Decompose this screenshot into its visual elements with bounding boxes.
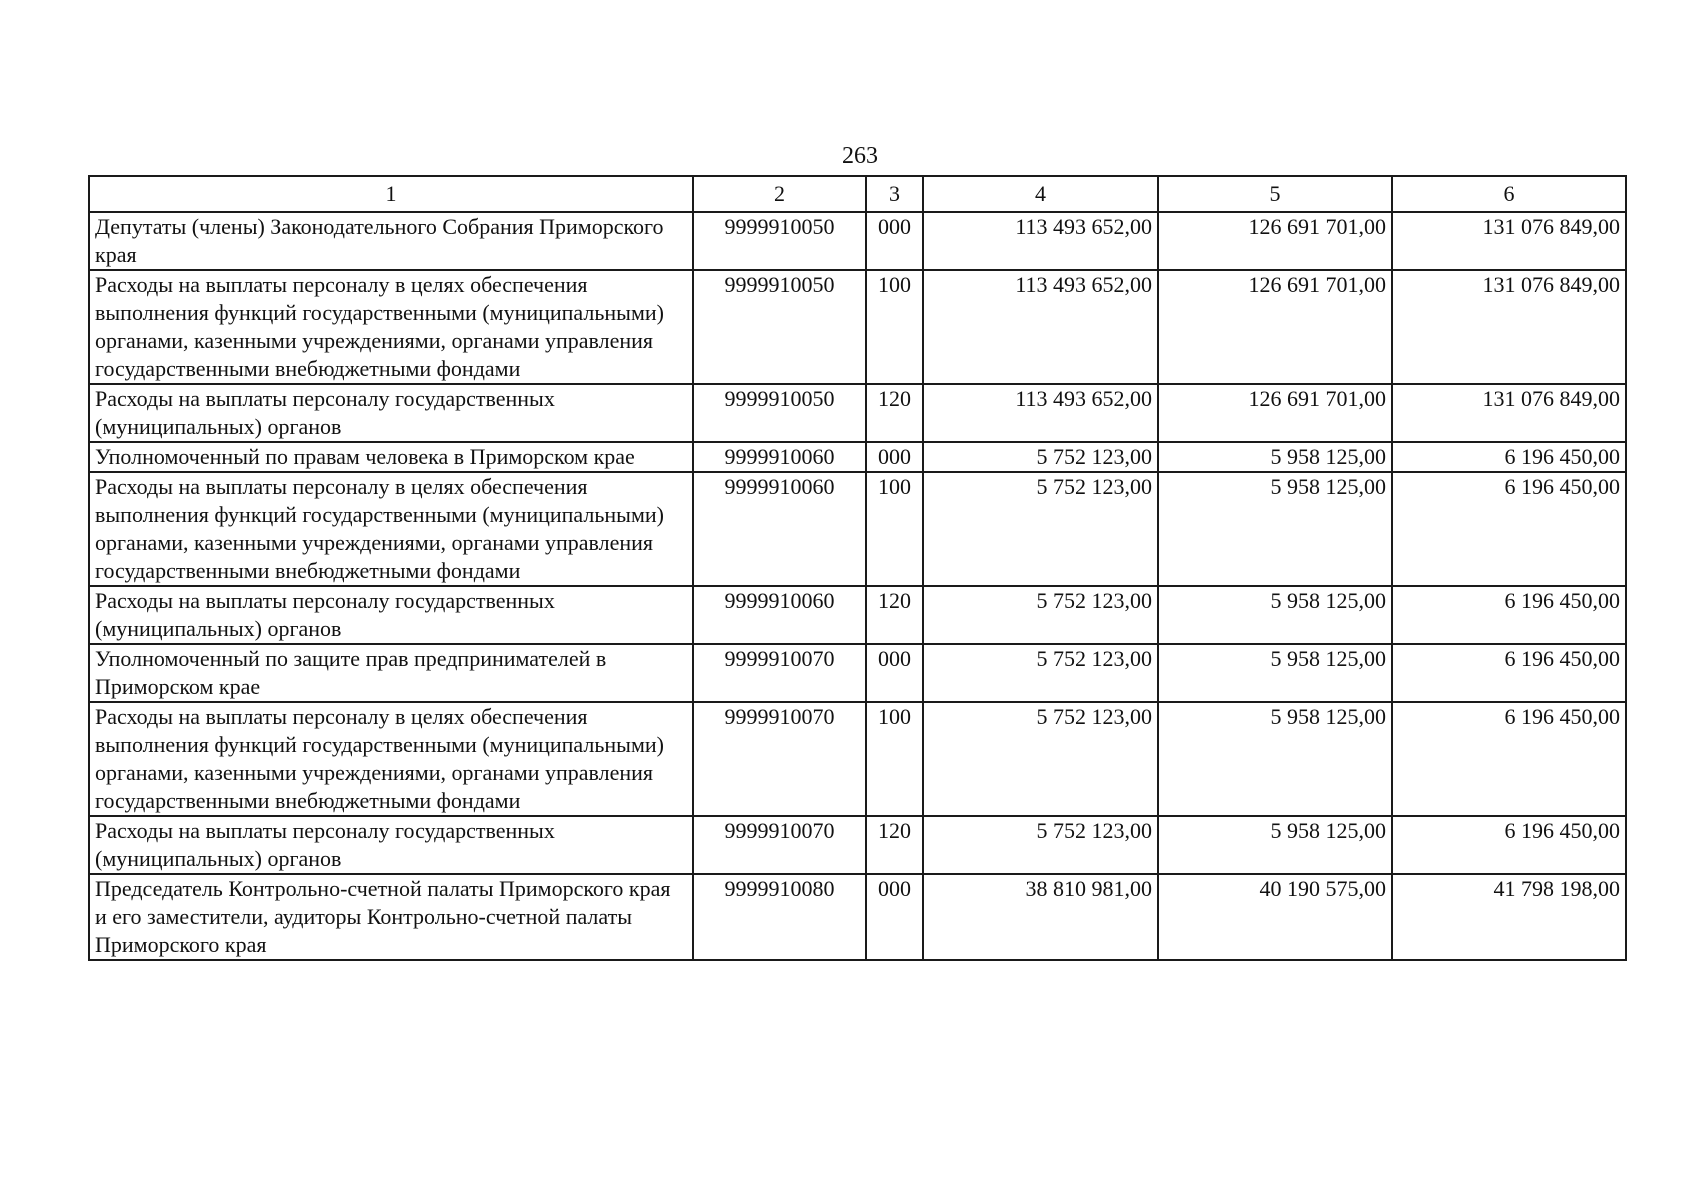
column-header: 3 <box>866 176 923 212</box>
amount-col5: 5 958 125,00 <box>1158 472 1392 586</box>
amount-col6: 6 196 450,00 <box>1392 442 1626 472</box>
column-header: 1 <box>89 176 693 212</box>
column-header: 4 <box>923 176 1158 212</box>
row-name: Расходы на выплаты персоналу государственных (муниципальных) органов <box>89 586 693 644</box>
amount-col5: 5 958 125,00 <box>1158 816 1392 874</box>
row-name: Расходы на выплаты персоналу в целях обеспечения выполнения функций государственными (муниципальными) органами, казенными учреждениями, органами управления государственными внебюджетными фондами <box>89 270 693 384</box>
amount-col4: 113 493 652,00 <box>923 384 1158 442</box>
row-name: Расходы на выплаты персоналу государственных (муниципальных) органов <box>89 816 693 874</box>
amount-col4: 5 752 123,00 <box>923 644 1158 702</box>
row-name: Депутаты (члены) Законодательного Собрания Приморского края <box>89 212 693 270</box>
row-name: Расходы на выплаты персоналу государственных (муниципальных) органов <box>89 384 693 442</box>
amount-col4: 5 752 123,00 <box>923 816 1158 874</box>
table-row <box>89 586 1626 644</box>
target-code: 9999910070 <box>693 644 866 702</box>
column-header: 5 <box>1158 176 1392 212</box>
amount-col4: 5 752 123,00 <box>923 702 1158 816</box>
target-code: 9999910070 <box>693 702 866 816</box>
target-code: 9999910060 <box>693 442 866 472</box>
column-header: 6 <box>1392 176 1626 212</box>
target-code: 9999910070 <box>693 816 866 874</box>
amount-col4: 5 752 123,00 <box>923 586 1158 644</box>
expense-kind: 000 <box>866 874 923 960</box>
page-number: 263 <box>842 143 878 169</box>
expense-kind: 000 <box>866 212 923 270</box>
amount-col5: 5 958 125,00 <box>1158 702 1392 816</box>
table-row <box>89 472 1626 586</box>
expense-kind: 100 <box>866 702 923 816</box>
table-row <box>89 816 1626 874</box>
table-row <box>89 644 1626 702</box>
table-row <box>89 270 1626 384</box>
amount-col6: 6 196 450,00 <box>1392 702 1626 816</box>
amount-col5: 5 958 125,00 <box>1158 586 1392 644</box>
amount-col5: 5 958 125,00 <box>1158 644 1392 702</box>
expense-kind: 120 <box>866 586 923 644</box>
amount-col4: 38 810 981,00 <box>923 874 1158 960</box>
amount-col4: 5 752 123,00 <box>923 442 1158 472</box>
expense-kind: 120 <box>866 384 923 442</box>
amount-col6: 6 196 450,00 <box>1392 586 1626 644</box>
table-row <box>89 874 1626 960</box>
amount-col5: 5 958 125,00 <box>1158 442 1392 472</box>
amount-col6: 41 798 198,00 <box>1392 874 1626 960</box>
expense-kind: 000 <box>866 644 923 702</box>
amount-col6: 131 076 849,00 <box>1392 212 1626 270</box>
row-name: Председатель Контрольно-счетной палаты Приморского края и его заместители, аудиторы Контрольно-счетной палаты Приморского края <box>89 874 693 960</box>
amount-col5: 126 691 701,00 <box>1158 384 1392 442</box>
amount-col6: 6 196 450,00 <box>1392 472 1626 586</box>
target-code: 9999910060 <box>693 586 866 644</box>
amount-col5: 126 691 701,00 <box>1158 212 1392 270</box>
amount-col5: 40 190 575,00 <box>1158 874 1392 960</box>
expense-kind: 120 <box>866 816 923 874</box>
table-header-row <box>89 176 1626 212</box>
target-code: 9999910050 <box>693 384 866 442</box>
expense-kind: 000 <box>866 442 923 472</box>
target-code: 9999910080 <box>693 874 866 960</box>
expense-kind: 100 <box>866 270 923 384</box>
row-name: Расходы на выплаты персоналу в целях обеспечения выполнения функций государственными (муниципальными) органами, казенными учреждениями, органами управления государственными внебюджетными фондами <box>89 702 693 816</box>
table-row <box>89 702 1626 816</box>
row-name: Уполномоченный по защите прав предпринимателей в Приморском крае <box>89 644 693 702</box>
amount-col6: 6 196 450,00 <box>1392 644 1626 702</box>
amount-col4: 113 493 652,00 <box>923 212 1158 270</box>
column-header: 2 <box>693 176 866 212</box>
amount-col6: 6 196 450,00 <box>1392 816 1626 874</box>
amount-col6: 131 076 849,00 <box>1392 270 1626 384</box>
table-row <box>89 442 1626 472</box>
row-name: Расходы на выплаты персоналу в целях обеспечения выполнения функций государственными (муниципальными) органами, казенными учреждениями, органами управления государственными внебюджетными фондами <box>89 472 693 586</box>
row-name: Уполномоченный по правам человека в Приморском крае <box>89 442 693 472</box>
amount-col4: 5 752 123,00 <box>923 472 1158 586</box>
table-row <box>89 212 1626 270</box>
amount-col6: 131 076 849,00 <box>1392 384 1626 442</box>
expense-kind: 100 <box>866 472 923 586</box>
amount-col4: 113 493 652,00 <box>923 270 1158 384</box>
amount-col5: 126 691 701,00 <box>1158 270 1392 384</box>
target-code: 9999910050 <box>693 212 866 270</box>
budget-table <box>88 175 1627 961</box>
target-code: 9999910060 <box>693 472 866 586</box>
table-row <box>89 384 1626 442</box>
target-code: 9999910050 <box>693 270 866 384</box>
